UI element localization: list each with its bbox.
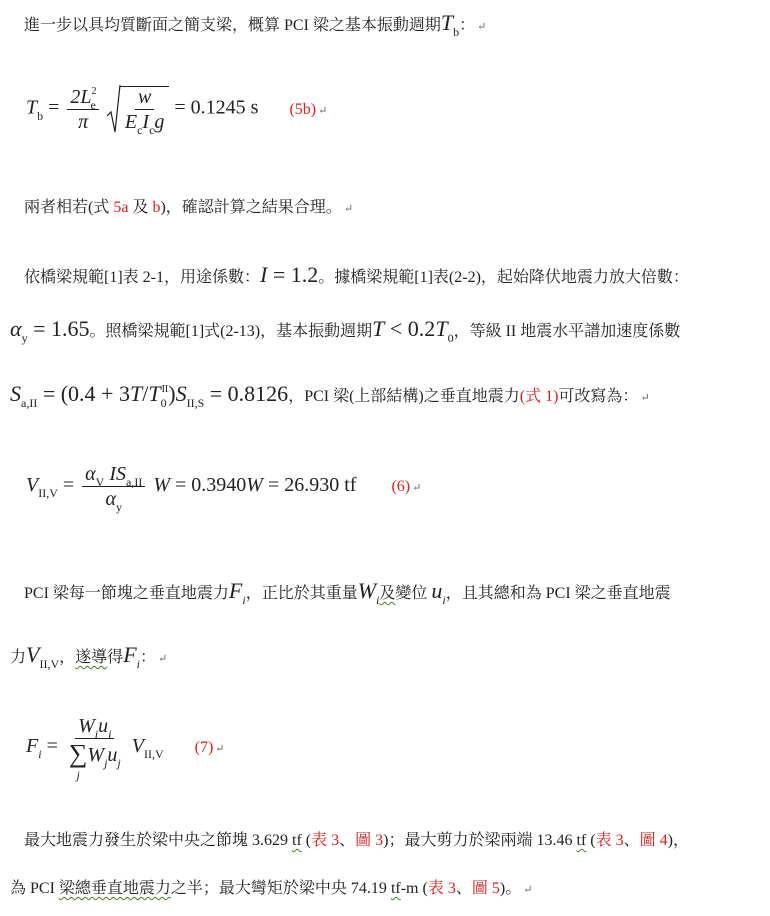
paragraph-result-line1 bbox=[24, 833, 689, 849]
eq5b-I: I bbox=[142, 111, 150, 133]
ref-figure-5[interactable]: 圖 5 bbox=[471, 880, 500, 897]
symbol-F: F bbox=[123, 642, 137, 667]
force-text-1: PCI 梁每一節塊之垂直地震力 bbox=[24, 585, 229, 602]
symbol-T0: T bbox=[148, 381, 161, 406]
symbol-S: S bbox=[10, 381, 21, 406]
force-text-6b: 遂導 bbox=[75, 649, 108, 666]
eq7-V: V bbox=[131, 735, 144, 758]
unit-tf: tf bbox=[576, 832, 587, 849]
code-text-3: 。照橋梁規範[1]式(2-13)，基本振動週期 bbox=[89, 323, 373, 340]
code-text-4: ，等級 II 地震水平譜加速度係數 bbox=[453, 323, 681, 340]
eq5b-num-sup: 2 bbox=[91, 85, 97, 97]
symbol-T-sub: b bbox=[453, 25, 460, 39]
symbol-T: T bbox=[129, 381, 143, 406]
T0-sup: II bbox=[161, 384, 169, 395]
paragraph-mark: ↵ bbox=[343, 203, 354, 215]
intro-tail: ： bbox=[459, 17, 476, 34]
eq6-lhs: V bbox=[26, 474, 39, 497]
ref-eq-5a[interactable]: 5a bbox=[113, 199, 129, 216]
eq7-fraction bbox=[66, 715, 124, 782]
paragraph-code-line2 bbox=[10, 316, 681, 345]
ref-eq-1[interactable]: (式 1) bbox=[519, 388, 559, 405]
result-sep: 、 bbox=[339, 832, 356, 849]
result-sep: 、 bbox=[623, 832, 640, 849]
result-text-1: 最大地震力發生於梁中央之節塊 3.629 bbox=[24, 832, 293, 849]
eq7-label: (7) bbox=[194, 739, 214, 757]
unit-tf: tf bbox=[390, 880, 401, 897]
eq6-alpha-v-sub: V bbox=[95, 475, 105, 489]
result-text-8: )。 bbox=[499, 880, 522, 897]
paragraph-force-line1 bbox=[24, 578, 671, 607]
force-text-4: ，且其總和為 PCI 梁之垂直地震 bbox=[445, 585, 671, 602]
result-text-7: -m ( bbox=[400, 880, 428, 897]
paragraph-mark: ↵ bbox=[477, 21, 487, 33]
eq7-num-W-sub: i bbox=[94, 727, 99, 741]
eq6-coef: = 0.3940 bbox=[170, 474, 247, 497]
eq6-alpha-y: α bbox=[105, 488, 116, 510]
eq5b-equals: = bbox=[48, 96, 65, 119]
eq7-num-u: u bbox=[98, 715, 109, 737]
eq7-lhs: F bbox=[26, 735, 39, 758]
symbol-I: I bbox=[260, 262, 268, 287]
compare-post: )，確認計算之結果合理。 bbox=[160, 199, 342, 216]
equation-7 bbox=[26, 715, 225, 782]
ref-figure-4[interactable]: 圖 4 bbox=[639, 832, 668, 849]
symbol-T: T bbox=[372, 316, 385, 341]
ref-table-3[interactable]: 表 3 bbox=[427, 880, 456, 897]
alpha-y-value: = 1.65 bbox=[27, 316, 90, 341]
eq7-num-W: W bbox=[78, 715, 95, 737]
paragraph-mark: ↵ bbox=[640, 392, 650, 404]
result-text-3: )；最大剪力於梁兩端 13.46 bbox=[383, 832, 577, 849]
V-sub: II,V bbox=[39, 657, 60, 671]
eq6-alpha-v: α bbox=[85, 463, 96, 485]
I-value: = 1.2 bbox=[267, 262, 319, 287]
ref-table-3[interactable]: 表 3 bbox=[311, 832, 340, 849]
result-text-4: ( bbox=[586, 832, 596, 849]
symbol-T: T bbox=[440, 10, 454, 35]
F-sub: i bbox=[136, 657, 140, 671]
intro-text: 進一步以具均質斷面之簡支梁，概算 PCI 梁之基本振動週期 bbox=[24, 17, 441, 34]
T0-sub: 0 bbox=[447, 331, 454, 345]
result-text-5: )， bbox=[667, 832, 690, 849]
symbol-W: W bbox=[357, 578, 377, 603]
eq5b-label: (5b) bbox=[289, 100, 317, 118]
eq5b-sqrt bbox=[107, 84, 170, 137]
result-text-2: ( bbox=[301, 832, 312, 849]
S-slash: / bbox=[142, 381, 149, 406]
S-eq-open: = (0.4 + 3 bbox=[37, 381, 130, 406]
eq7-den-u-sub: j bbox=[117, 756, 121, 770]
force-text-3b: 變位 bbox=[395, 585, 428, 602]
paragraph-mark: ↵ bbox=[412, 482, 422, 495]
force-text-6: ， bbox=[59, 649, 76, 666]
S2-sub: II,S bbox=[186, 396, 205, 410]
eq6-lhs-sub: II,V bbox=[38, 486, 58, 501]
F-sub: i bbox=[242, 593, 246, 607]
equation-6 bbox=[26, 463, 422, 514]
eq6-IS: IS bbox=[109, 463, 127, 485]
eq6-result: = 26.930 tf bbox=[262, 474, 357, 497]
paragraph-code-line3 bbox=[10, 381, 650, 410]
force-text-2: ，正比於其重量 bbox=[245, 585, 358, 602]
eq7-lhs-sub: i bbox=[38, 747, 42, 762]
sqrt-icon bbox=[107, 84, 121, 134]
u-sub: i bbox=[442, 593, 446, 607]
eq5b-den: π bbox=[78, 110, 89, 133]
paragraph-compare bbox=[24, 200, 353, 216]
alpha-y-sub: y bbox=[21, 331, 28, 345]
result-text-6: 為 PCI bbox=[10, 880, 59, 897]
paragraph-mark: ↵ bbox=[215, 743, 225, 756]
paragraph-mark: ↵ bbox=[318, 104, 328, 117]
S-value: = 0.8126 bbox=[204, 381, 289, 406]
result-text-6c: 之半；最大彎矩於梁中央 74.19 bbox=[170, 880, 391, 897]
eq6-IS-sub: a,II bbox=[126, 475, 143, 489]
eq7-den-W: W bbox=[87, 744, 105, 766]
paragraph-mark: ↵ bbox=[158, 653, 168, 665]
paragraph-force-line2 bbox=[10, 642, 168, 671]
eq5b-E-sub: c bbox=[137, 123, 143, 137]
paragraph-code-line1 bbox=[24, 264, 689, 286]
force-text-7: ： bbox=[139, 649, 156, 666]
symbol-u: u bbox=[431, 578, 443, 603]
symbol-F: F bbox=[228, 578, 243, 603]
eq6-W: W bbox=[246, 474, 263, 497]
S-eq-close: ) bbox=[168, 381, 176, 406]
eq5b-sqrt-num: w bbox=[135, 87, 154, 110]
eq6-label: (6) bbox=[391, 478, 411, 496]
eq5b-lhs-sub: b bbox=[37, 108, 44, 123]
eq7-den-u: u bbox=[107, 744, 118, 766]
eq5b-fraction bbox=[67, 87, 98, 132]
eq6-W: W bbox=[153, 474, 171, 497]
eq5b-E: E bbox=[124, 111, 138, 133]
paragraph-result-line2 bbox=[10, 881, 532, 897]
unit-tf: tf bbox=[292, 832, 302, 849]
eq6-alpha-y-sub: y bbox=[116, 500, 122, 514]
equation-5b bbox=[26, 84, 328, 137]
code-text-1: 依橋梁規範[1]表 2-1，用途係數： bbox=[24, 269, 260, 286]
W-sub: i bbox=[376, 593, 380, 607]
paragraph-mark: ↵ bbox=[523, 884, 533, 896]
ref-eq-5b[interactable]: b bbox=[152, 199, 161, 216]
symbol-T0: T bbox=[435, 316, 448, 341]
eq5b-num-sub: e bbox=[90, 97, 96, 112]
T0-sub: 0 bbox=[160, 396, 167, 410]
compare-pre: 兩者相若(式 bbox=[24, 199, 114, 216]
S-sub: a,II bbox=[21, 396, 38, 410]
ref-table-3[interactable]: 表 3 bbox=[595, 832, 624, 849]
eq5b-num: 2L bbox=[70, 85, 92, 108]
ref-figure-3[interactable]: 圖 3 bbox=[355, 832, 384, 849]
paragraph-intro bbox=[24, 10, 487, 39]
code-text-2: 。據橋梁規範[1]表(2-2)，起始降伏地震力放大倍數： bbox=[318, 269, 689, 286]
result-text-6b: 梁總垂直地震力 bbox=[58, 880, 171, 897]
eq6-fraction bbox=[82, 463, 145, 514]
eq7-equals: = bbox=[46, 735, 63, 758]
result-sep: 、 bbox=[455, 880, 472, 897]
eq5b-lhs: T bbox=[26, 96, 38, 119]
eq7-den-W-sub: j bbox=[104, 756, 108, 770]
sigma-icon: ∑ bbox=[68, 739, 88, 768]
eq5b-g: g bbox=[154, 111, 165, 133]
eq7-sigma-sub: j bbox=[76, 768, 80, 782]
force-text-3: 及 bbox=[379, 585, 396, 602]
eq5b-result: = 0.1245 s bbox=[174, 96, 259, 119]
symbol-V: V bbox=[26, 642, 40, 667]
eq5b-I-sub: c bbox=[149, 123, 155, 137]
code-text-5: ，PCI 梁(上部結構)之垂直地震力 bbox=[288, 388, 520, 405]
symbol-S: S bbox=[175, 381, 187, 406]
eq6-equals: = bbox=[62, 474, 80, 497]
eq7-num-u-sub: i bbox=[108, 727, 112, 741]
T-condition: < 0.2 bbox=[384, 316, 436, 341]
code-text-6: 可改寫為： bbox=[558, 388, 639, 405]
symbol-alpha-y: α bbox=[10, 316, 22, 341]
force-text-5: 力 bbox=[10, 649, 27, 666]
force-text-6c: 得 bbox=[107, 649, 124, 666]
compare-mid: 及 bbox=[128, 199, 153, 216]
eq7-V-sub: II,V bbox=[143, 747, 164, 762]
